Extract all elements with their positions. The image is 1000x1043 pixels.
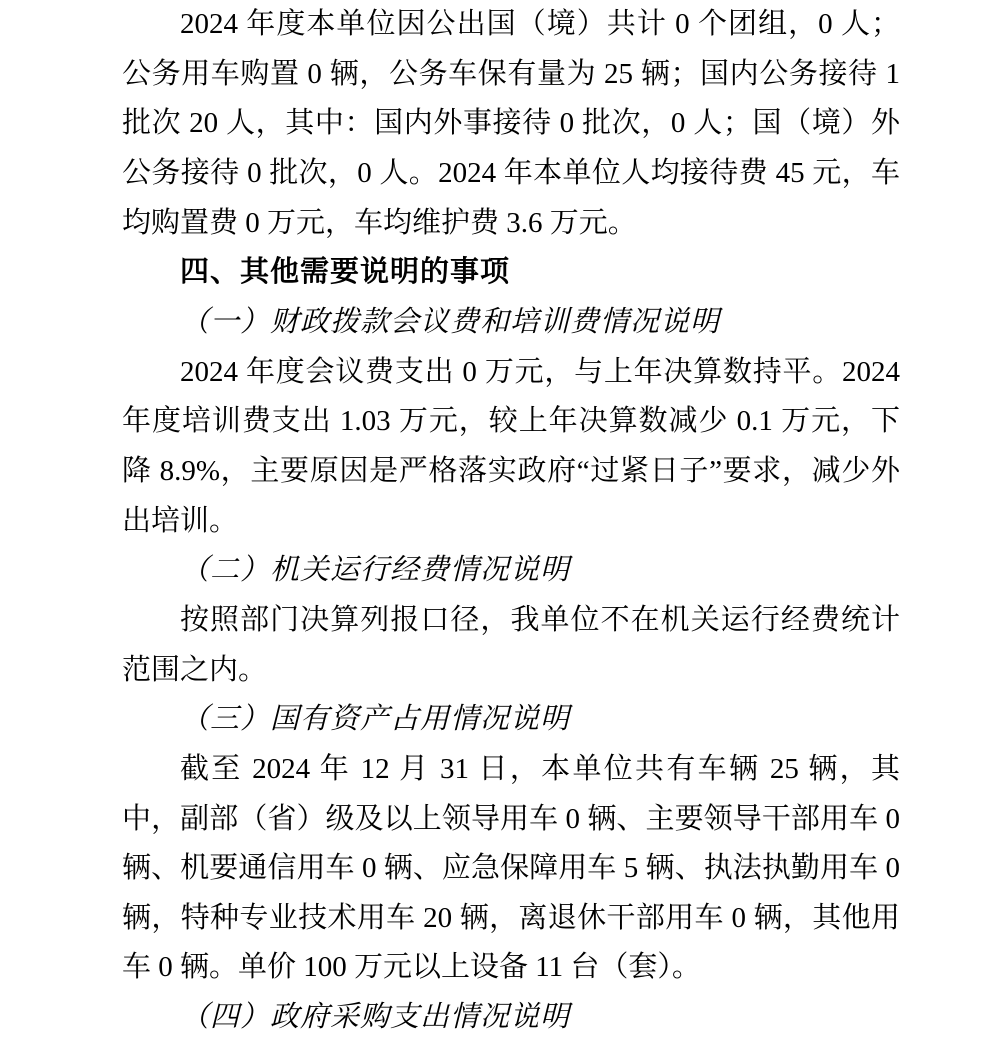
heading-section4-other-matters: 四、其他需要说明的事项 (180, 256, 511, 289)
heading-4-1-meeting-training-fees: （一）财政拨款会议费和培训费情况说明 (180, 305, 721, 338)
heading-4-3-state-assets-occupancy: （三）国有资产占用情况说明 (180, 703, 571, 736)
heading-4-4-government-procurement: （四）政府采购支出情况说明 (180, 1001, 571, 1034)
paragraph-state-assets-detail: 截至 2024 年 12 月 31 日，本单位共有车辆 25 辆，其中，副部（省）级及以上领导用车 0 辆、主要领导干部用车 0 辆、机要通信用车 0 辆、应急保障用车 5 辆、执法执勤用车 0 辆，特种专业技术用车 20 辆，离退休干部用车 0 辆，其他用车 0 辆。单价 100 万元以上设备 11 台（套）。 (122, 752, 900, 984)
paragraph-travel-vehicle-reception: 2024 年度本单位因公出国（境）共计 0 个团组，0 人；公务用车购置 0 辆，公务车保有量为 25 辆；国内公务接待 1 批次 20 人，其中：国内外事接待 0 批次，0 人；国（境）外公务接待 0 批次，0 人。2024 年本单位人均接待费 45 元，车均购置费 0 万元，车均维护费 3.6 万元。 (122, 8, 900, 239)
document-body (122, 0, 900, 1043)
heading-4-2-agency-operating-expenses: （二）机关运行经费情况说明 (180, 554, 571, 587)
paragraph-operating-expenses-detail: 按照部门决算列报口径，我单位不在机关运行经费统计范围之内。 (122, 603, 900, 686)
paragraph-meeting-training-fees-detail: 2024 年度会议费支出 0 万元，与上年决算数持平。2024 年度培训费支出 1.03 万元，较上年决算数减少 0.1 万元，下降 8.9%，主要原因是严格落实政府“过紧日子”要求，减少外出培训。 (122, 355, 900, 537)
